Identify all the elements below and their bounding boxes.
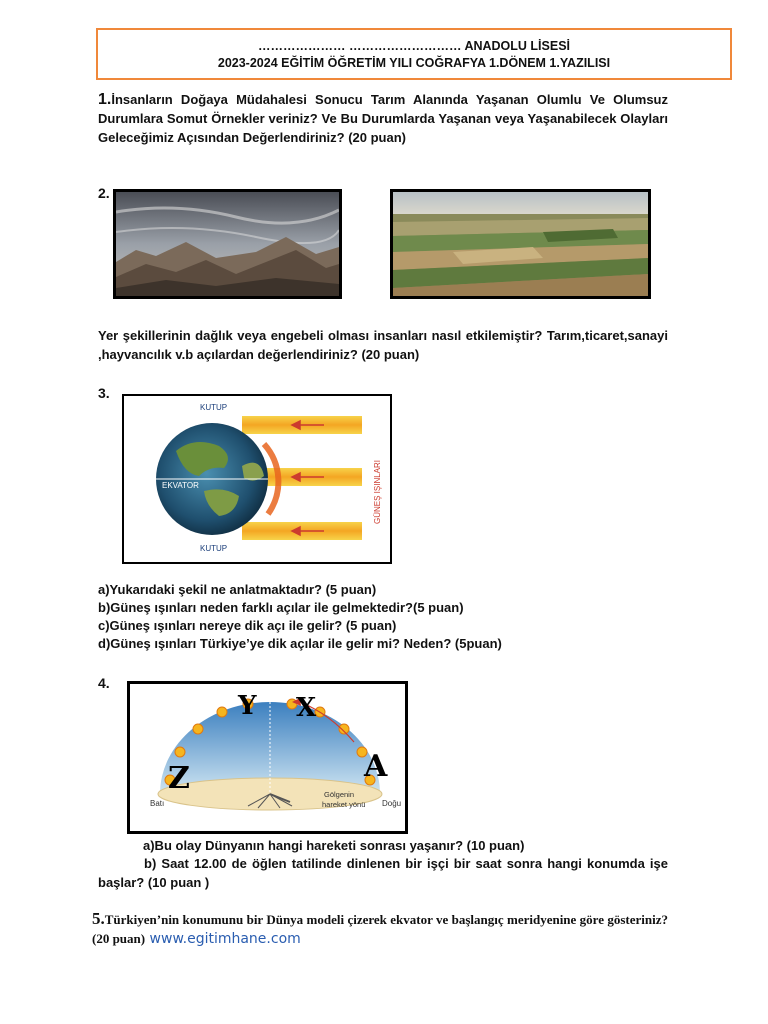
exam-header — [96, 28, 732, 80]
question-1 — [98, 90, 668, 147]
question-5 — [92, 909, 668, 949]
mountain-image — [113, 189, 342, 299]
plain-fields-picture — [393, 192, 648, 296]
kutup-top-label: KUTUP — [200, 403, 228, 412]
sun-rays-figure — [122, 394, 392, 564]
mountain-landscape-picture — [116, 192, 339, 296]
x-label: X — [296, 693, 317, 723]
kutup-bottom-label: KUTUP — [200, 544, 228, 553]
ekvator-label: EKVATOR — [162, 481, 199, 490]
question-3-part-b: b)Güneş ışınları neden farklı açılar ile gelmektedir?(5 puan) — [98, 600, 464, 615]
question-3-part-d: d)Güneş ışınları Türkiye’ye dik açılar ile gelir mi? Neden? (5puan) — [98, 636, 502, 651]
question-4-part-a: a)Bu olay Dünyanın hangi hareketi sonrası yaşanır? (10 puan) — [143, 838, 525, 853]
golge-label-line2: hareket yönü — [322, 800, 366, 809]
y-label: Y — [238, 691, 257, 721]
sun-path-figure — [127, 681, 408, 834]
question-2-text: Yer şekillerinin dağlık veya engebeli olması insanları nasıl etkilemiştir? Tarım,ticaret,sanayi ,hayvancılık v.b açılardan değerlendiriniz? (20 puan) — [98, 328, 668, 362]
question-4-number: 4. — [98, 675, 110, 691]
gunes-isinlari-label: GÜNEŞ IŞINLARI — [373, 459, 382, 524]
dogu-label: Doğu — [382, 799, 402, 808]
question-1-text: İnsanların Doğaya Müdahalesi Sonucu Tarım Alanında Yaşanan Olumlu Ve Olumsuz Durumlara Somut Örnekler veriniz? Ve Bu Durumlarda Yaşanan veya Yaşanabilecek Olayları Geleceğimiz Açısından Değerlendiriniz? (20 puan) — [98, 92, 668, 145]
school-name: ………………… ……………………… ANADOLU LİSESİ — [257, 39, 571, 53]
question-3-part-a: a)Yukarıdaki şekil ne anlatmaktadır? (5 puan) — [98, 582, 377, 597]
question-4-part-b — [98, 854, 668, 892]
question-5-number: 5. — [92, 909, 105, 928]
egitimhane-link[interactable]: www.egitimhane.com — [145, 931, 301, 947]
question-3-part-c: c)Güneş ışınları nereye dik açı ile gelir? (5 puan) — [98, 618, 397, 633]
question-3-number: 3. — [98, 385, 110, 401]
plain-fields-image — [390, 189, 651, 299]
question-2-number: 2. — [98, 185, 110, 201]
z-label: Z — [168, 761, 190, 796]
question-4-part-b-text: b) Saat 12.00 de öğlen tatilinde dinlenen bir işçi bir saat sonra hangi konumda işe başlar? (10 puan ) — [98, 856, 668, 890]
sun-path-shadow-diagram — [130, 684, 405, 831]
exam-title: 2023-2024 EĞİTİM ÖĞRETİM YILI COĞRAFYA 1.DÖNEM 1.YAZILISI — [217, 56, 611, 70]
earth-sun-rays-diagram — [124, 396, 390, 562]
question-1-number: 1. — [98, 91, 112, 108]
bati-label: Batı — [150, 799, 165, 808]
golge-label-line1: Gölgenin — [324, 790, 355, 799]
a-label: A — [364, 749, 388, 784]
question-5-text: Türkiyen’nin konumunu bir Dünya modeli çizerek ekvator ve başlangıç meridyenine göre gösteriniz? (20 puan) — [92, 912, 668, 946]
